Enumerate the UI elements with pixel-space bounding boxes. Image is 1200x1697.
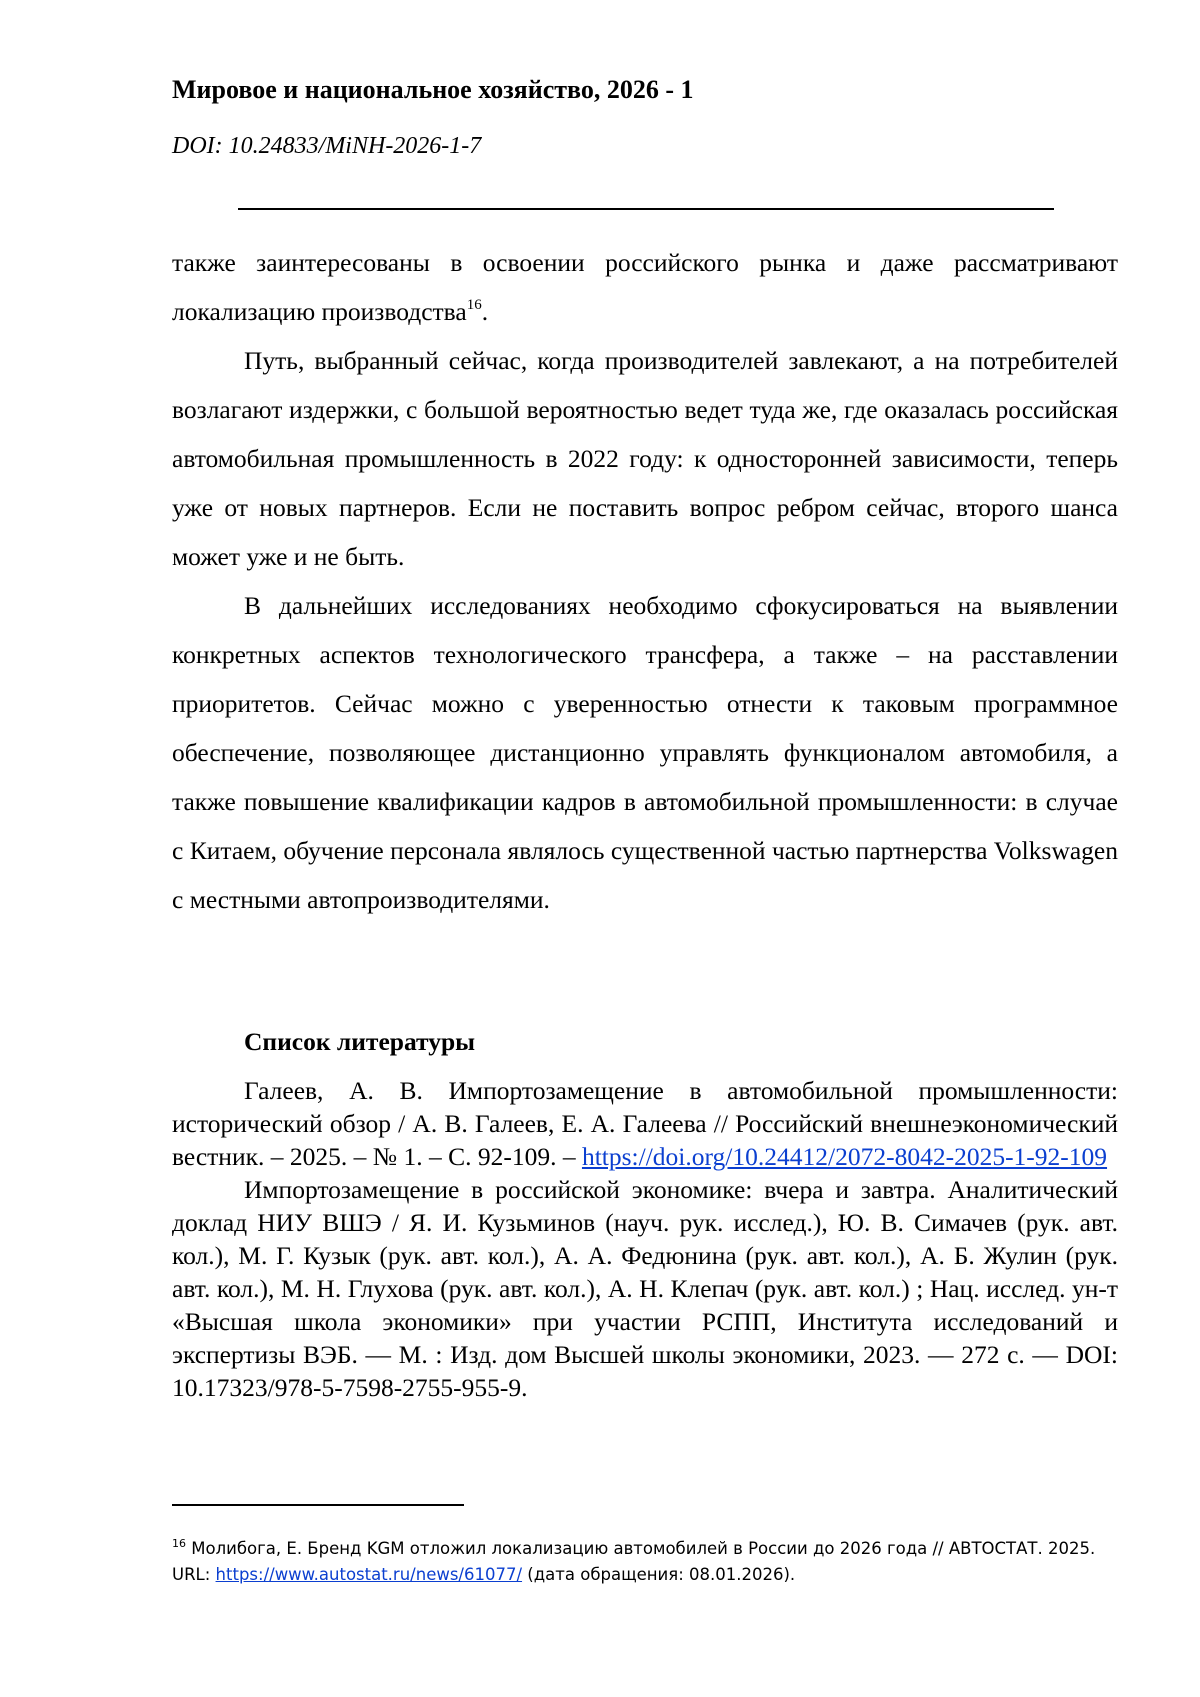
references-heading: Список литературы — [244, 1027, 476, 1056]
reference-item: Импортозамещение в российской экономике: вчера и завтра. Аналитический доклад НИУ ВШЭ / Я. И. Кузьминов (науч. рук. исслед.), Ю. В. Симачев (рук. авт. кол.), М. Г. Кузык (рук. авт. кол.), А. А. Федюнина (рук. авт. кол.), А. Б. Жулин (рук. авт. кол.), М. Н. Глухова (рук. авт. кол.), А. Н. Клепач (рук. авт. кол.) ; Нац. исслед. ун-т «Высшая школа экономики» при участии РСПП, Института исследований и экспертизы ВЭБ. — М. : Изд. дом Высшей школы экономики, 2023. — 272 с. — DOI: 10.17323/978-5-7598-2755-955-9. — [172, 1175, 1118, 1402]
header-divider — [238, 208, 1054, 210]
article-doi: DOI: 10.24833/MiNH-2026-1-7 — [172, 133, 482, 159]
reference-doi-link[interactable]: https://doi.org/10.24412/2072-8042-2025-1-92-109 — [581, 1142, 1108, 1171]
paragraph-further-research: В дальнейших исследованиях необходимо сфокусироваться на выявлении конкретных аспектов технологического трансфера, а также – на расставлении приоритетов. Сейчас можно с уверенностью отнести к таковым программное обеспечение, позволяющее дистанционно управлять функционалом автомобиля, а также повышение квалификации кадров в автомобильной промышленности: в случае с Китаем, обучение персонала являлось существенной частью партнерства Volkswagen с местными автопроизводителями. — [172, 591, 1118, 914]
reference-text: Галеев, А. В. Импортозамещение в автомобильной промышленности: исторический обзор / А. В. Галеев, Е. А. Галеева // Российский внешнеэкономический вестник. – 2025. – № 1. – С. 92-109. – — [172, 1076, 1118, 1171]
reference-item — [172, 1074, 1118, 1173]
references-list — [172, 1074, 1118, 1404]
article-body — [172, 238, 1118, 924]
footnote-number: 16 — [172, 1537, 186, 1550]
footnote-reference[interactable]: 16 — [466, 297, 482, 313]
footnote-url-link[interactable]: https://www.autostat.ru/news/61077/ — [215, 1565, 523, 1584]
journal-title: Мировое и национальное хозяйство, 2026 - 1 — [172, 75, 694, 104]
footnote-access-date: (дата обращения: 08.01.2026). — [527, 1565, 796, 1584]
paragraph-path: Путь, выбранный сейчас, когда производителей завлекают, а на потребителей возлагают издержки, с большой вероятностью ведет туда же, где оказалась российская автомобильная промышленность в 2022 году: к односторонней зависимости, теперь уже от новых партнеров. Если не поставить вопрос ребром сейчас, второго шанса может уже и не быть. — [172, 346, 1118, 571]
footnote — [172, 1536, 1118, 1588]
paragraph-end: . — [481, 297, 489, 326]
footnote-divider — [172, 1504, 464, 1506]
footnote-text: Молибога, Е. Бренд KGM отложил локализацию автомобилей в России до 2026 года // АВТОСТАТ. 2025. URL: — [172, 1539, 1096, 1584]
paragraph-continuation — [172, 238, 1118, 336]
paragraph-text: также заинтересованы в освоении российского рынка и даже рассматривают локализацию производства — [172, 248, 1118, 326]
